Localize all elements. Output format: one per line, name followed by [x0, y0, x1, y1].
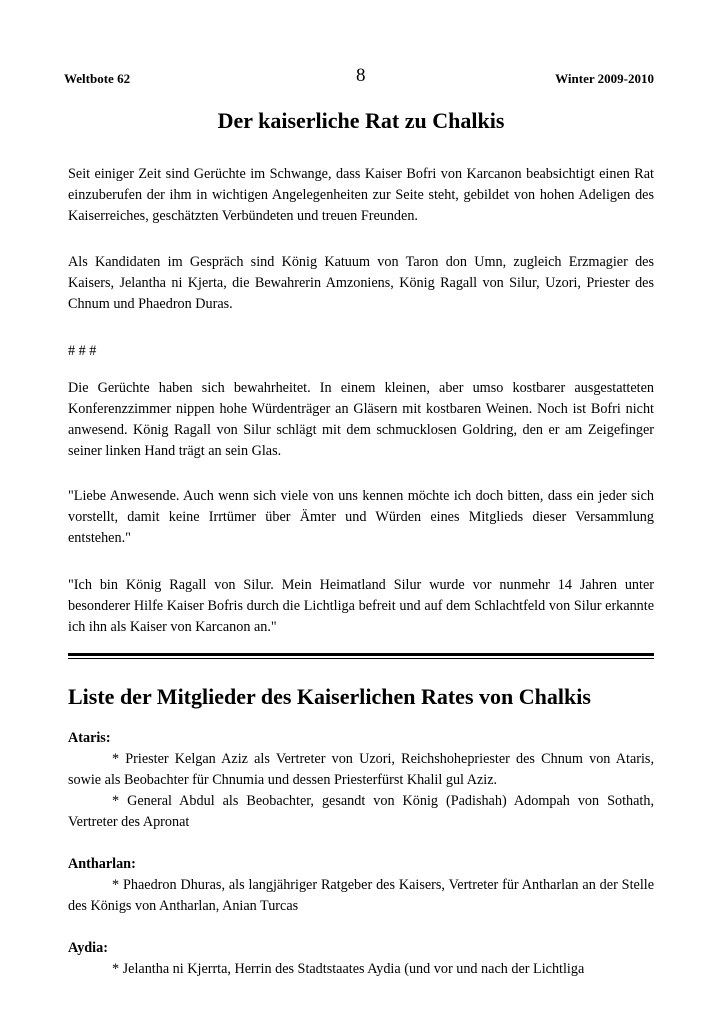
paragraph-text: "Ich bin König Ragall von Silur. Mein Heimatland Silur wurde vor nunmehr 14 Jahren unter besonderer Hilfe Kaiser Bofris durch die Lichtliga befreit und auf dem Schlachtfeld von Silur erkannte ich ihn als Kaiser von Karcanon an." — [68, 577, 654, 635]
publication-name: Weltbote 62 — [64, 71, 131, 86]
paragraph — [68, 486, 654, 549]
member-list — [68, 728, 654, 980]
country-label: Ataris: — [68, 730, 111, 746]
paragraph-text: Seit einiger Zeit sind Gerüchte im Schwange, dass Kaiser Bofri von Karcanon beabsichtigt einen Rat einzuberufen der ihm in wichtigen Angelegenheiten zur Seite steht, gebildet von hohen Adeligen des Kaiserreiches, geschätzten Verbündeten und treuen Freunden. — [68, 166, 654, 224]
paragraph — [68, 575, 654, 638]
issue-date: Winter 2009-2010 — [555, 71, 654, 86]
country-label: Antharlan: — [68, 856, 136, 872]
paragraph-text: # # # — [68, 343, 97, 359]
paragraph-text: "Liebe Anwesende. Auch wenn sich viele von uns kennen möchte ich doch bitten, dass ein jeder sich vorstellt, damit keine Irrtümer über Ämter und Würden eines Mitglieds dieser Versammlung entstehen." — [68, 488, 654, 546]
member-list-heading: Liste der Mitglieder des Kaiserlichen Rates von Chalkis — [68, 684, 591, 709]
divider-line — [68, 653, 654, 656]
paragraph — [68, 164, 654, 227]
section-separator — [68, 341, 654, 362]
paragraph — [68, 252, 654, 315]
member-group — [68, 854, 654, 917]
paragraph-text: Als Kandidaten im Gespräch sind König Katuum von Taron don Umn, zugleich Erzmagier des Kaisers, Jelantha ni Kjerta, die Bewahrerin Amzoniens, König Ragall von Silur, Uzori, Priester des Chnum und Phaedron Duras. — [68, 254, 654, 312]
member-entry: * General Abdul als Beobachter, gesandt von König (Padishah) Adompah von Sothath, Vertreter des Apronat — [68, 793, 654, 830]
article-title: Der kaiserliche Rat zu Chalkis — [217, 108, 505, 133]
member-entry: * Jelantha ni Kjerrta, Herrin des Stadtstaates Aydia (und vor und nach der Lichtliga — [112, 961, 585, 977]
page-number: 8 — [356, 65, 366, 86]
member-entry: * Phaedron Dhuras, als langjähriger Ratgeber des Kaisers, Vertreter für Antharlan an der Stelle des Königs von Antharlan, Anian Turcas — [68, 877, 654, 914]
paragraph-text: Die Gerüchte haben sich bewahrheitet. In einem kleinen, aber umso kostbarer ausgestatteten Konferenzzimmer nippen hohe Würdenträger an Gläsern mit kostbaren Weinen. Noch ist Bofri nicht anwesend. König Ragall von Silur schlägt mit dem schmucklosen Goldring, den er am Zeigefinger seiner linken Hand trägt an sein Glas. — [68, 380, 654, 459]
member-group — [68, 938, 654, 980]
divider-line — [68, 658, 654, 659]
country-label: Aydia: — [68, 940, 108, 956]
member-entry: * Priester Kelgan Aziz als Vertreter von Uzori, Reichshohepriester des Chnum von Ataris, sowie als Beobachter für Chnumia und dessen Priesterfürst Khalil gul Aziz. — [68, 751, 654, 788]
paragraph — [68, 378, 654, 462]
page-header — [64, 65, 654, 91]
member-group — [68, 728, 654, 833]
